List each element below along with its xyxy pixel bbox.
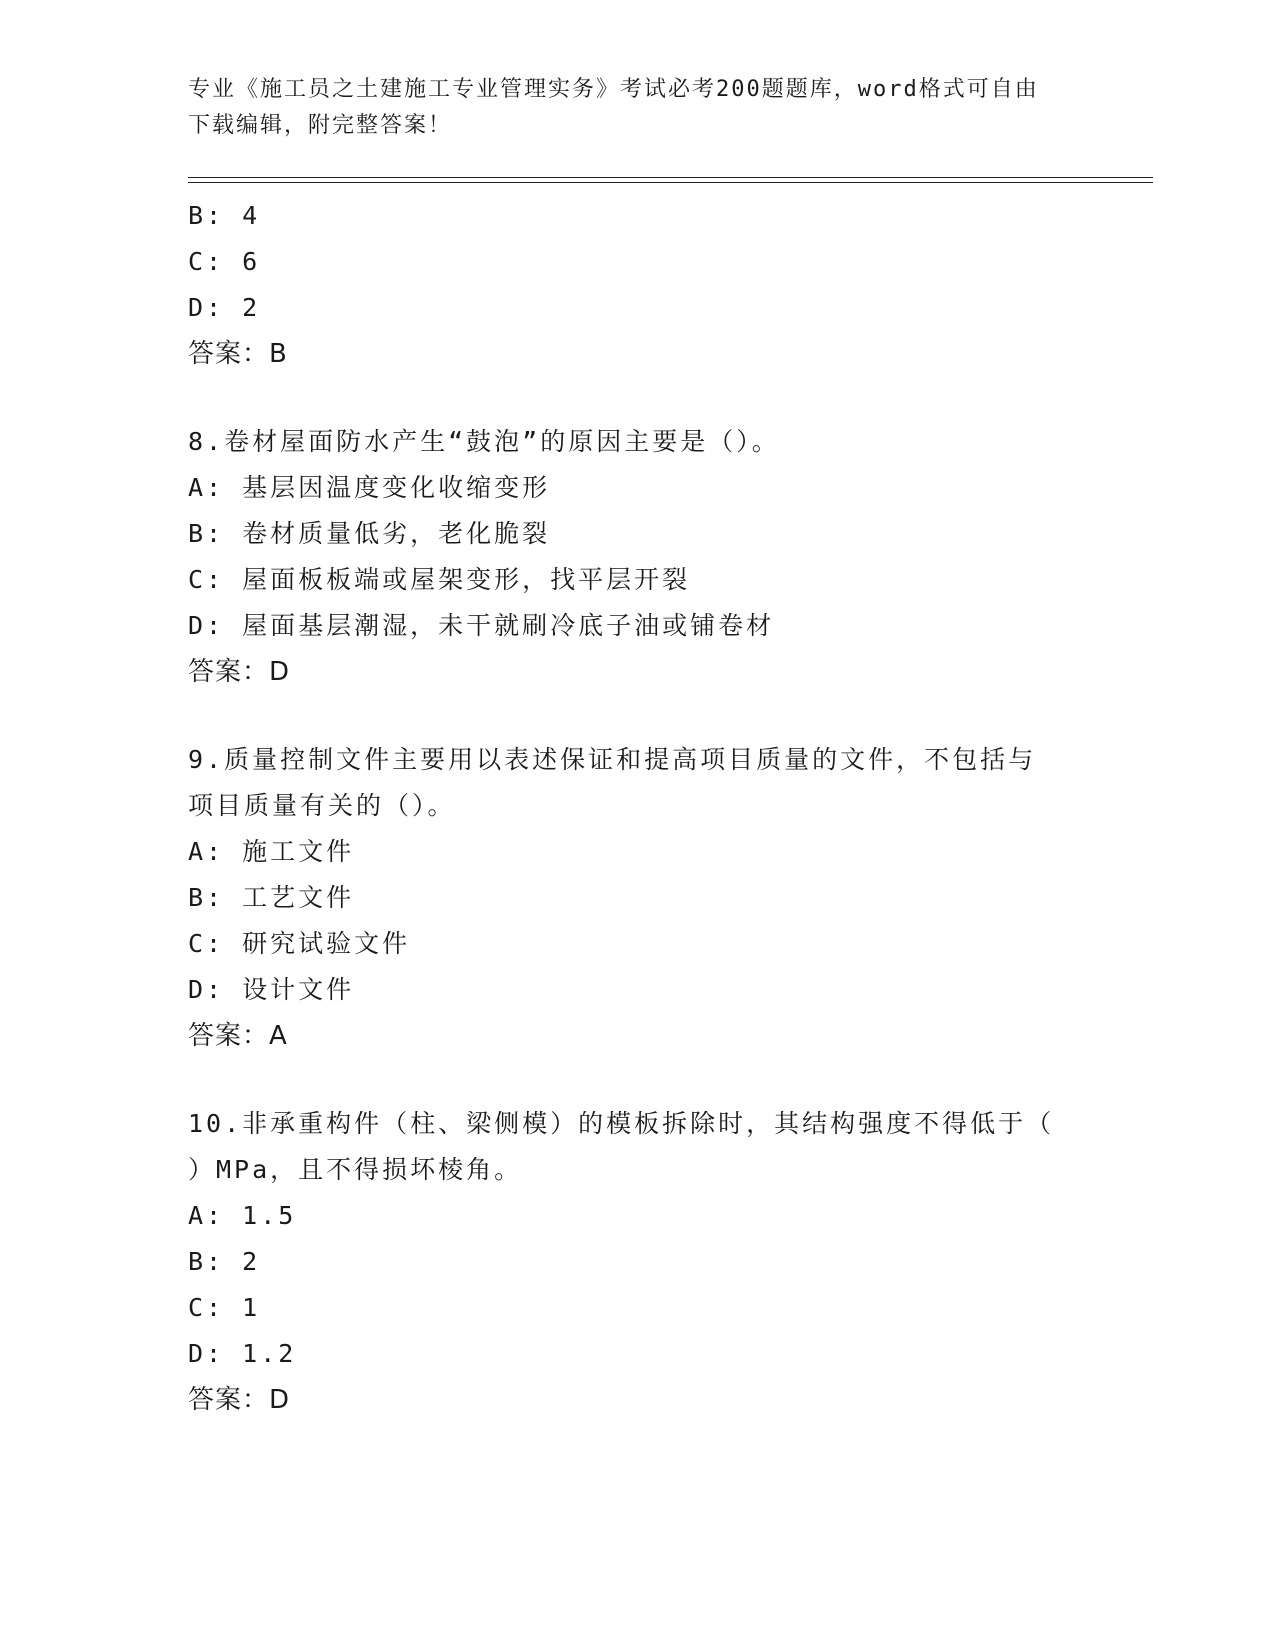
option-d: D: 2 bbox=[188, 293, 261, 322]
option-b: B: 2 bbox=[188, 1247, 261, 1276]
option-d: D: 屋面基层潮湿，未干就刷冷底子油或铺卷材 bbox=[188, 611, 775, 640]
header-line-2: 下载编辑，附完整答案！ bbox=[188, 113, 453, 138]
document-body bbox=[188, 193, 1088, 1423]
option-c: C: 6 bbox=[188, 247, 261, 276]
option-b: B: 工艺文件 bbox=[188, 883, 355, 912]
option-b: B: 4 bbox=[188, 201, 261, 230]
option-c: C: 屋面板板端或屋架变形，找平层开裂 bbox=[188, 565, 691, 594]
option-a: A: 1.5 bbox=[188, 1201, 297, 1230]
document-header bbox=[188, 72, 1068, 144]
question-8 bbox=[188, 419, 1088, 695]
question-stem-line-2: ）MPa，且不得损坏棱角。 bbox=[188, 1155, 523, 1184]
question-stem: 8.卷材屋面防水产生“鼓泡”的原因主要是（）。 bbox=[188, 427, 780, 456]
option-a: A: 施工文件 bbox=[188, 837, 355, 866]
option-a: A: 基层因温度变化收缩变形 bbox=[188, 473, 551, 502]
answer-line: 答案：D bbox=[188, 1385, 291, 1415]
option-c: C: 研究试验文件 bbox=[188, 929, 411, 958]
answer-line: 答案：D bbox=[188, 657, 291, 687]
question-10 bbox=[188, 1101, 1088, 1423]
answer-line: 答案：A bbox=[188, 1021, 288, 1051]
question-stem-line-2: 项目质量有关的（）。 bbox=[188, 791, 456, 820]
question-stem-line-1: 9.质量控制文件主要用以表述保证和提高项目质量的文件，不包括与 bbox=[188, 745, 1037, 774]
option-c: C: 1 bbox=[188, 1293, 261, 1322]
header-line-1: 专业《施工员之土建施工专业管理实务》考试必考200题题库，word格式可自由 bbox=[188, 77, 1039, 102]
question-9 bbox=[188, 737, 1088, 1059]
question-stem-line-1: 10.非承重构件（柱、梁侧模）的模板拆除时，其结构强度不得低于（ bbox=[188, 1109, 1055, 1138]
option-d: D: 设计文件 bbox=[188, 975, 355, 1004]
header-divider-top bbox=[188, 177, 1153, 178]
header-divider-bottom bbox=[188, 182, 1153, 183]
question-7-tail bbox=[188, 193, 1088, 377]
answer-line: 答案：B bbox=[188, 339, 288, 369]
option-d: D: 1.2 bbox=[188, 1339, 297, 1368]
option-b: B: 卷材质量低劣，老化脆裂 bbox=[188, 519, 551, 548]
